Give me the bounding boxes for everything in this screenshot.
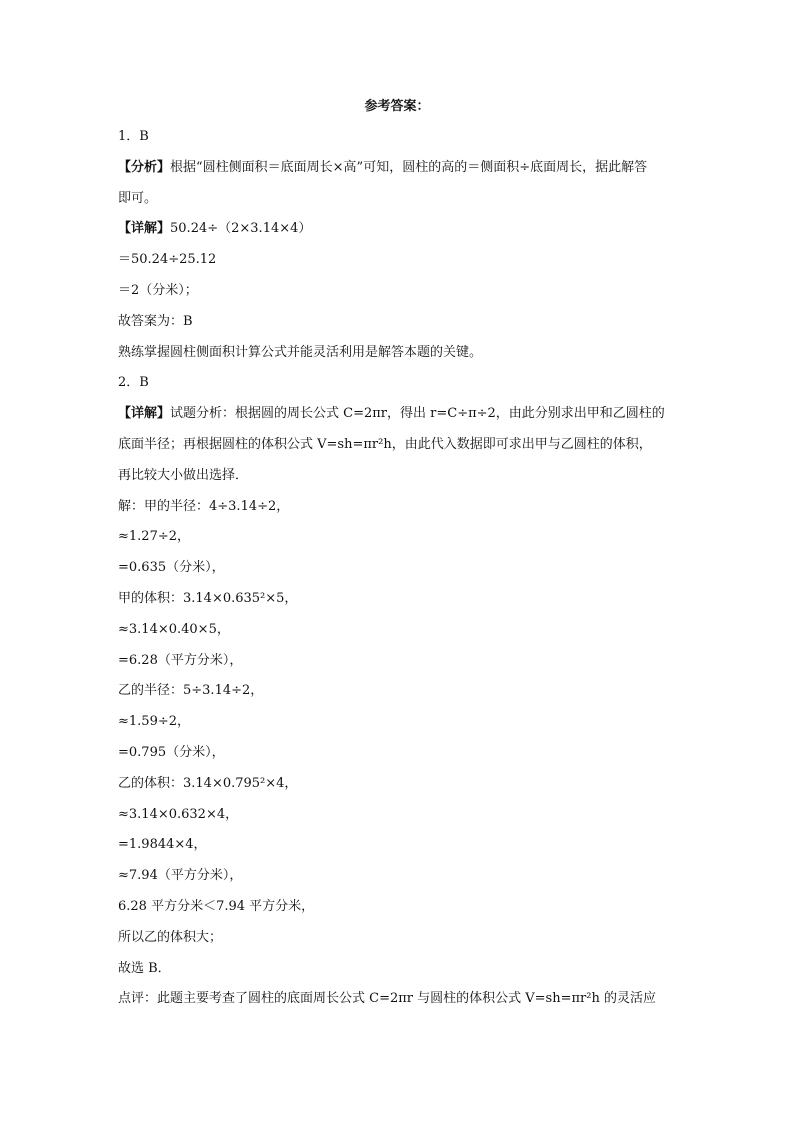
line-text: 再比较大小做出选择． bbox=[118, 467, 249, 483]
answer-line bbox=[118, 214, 688, 245]
answer-heading: 参考答案： bbox=[364, 99, 430, 114]
answer-line bbox=[118, 184, 688, 215]
answer-body bbox=[118, 122, 688, 1015]
line-text: 解：甲的半径：4÷3.14÷2， bbox=[118, 498, 290, 514]
answer-line bbox=[118, 738, 688, 769]
line-text: 即可。 bbox=[118, 190, 158, 206]
line-text: ≈1.27÷2， bbox=[118, 529, 191, 545]
line-text: 故答案为：B bbox=[118, 313, 193, 329]
line-text: 2．B bbox=[118, 375, 149, 391]
answer-line bbox=[118, 676, 688, 707]
line-text: =0.795（分米）， bbox=[118, 744, 225, 760]
line-text: 乙的体积：3.14×0.795²×4， bbox=[118, 775, 298, 791]
line-text: ≈1.59÷2， bbox=[118, 714, 191, 730]
answer-line bbox=[118, 430, 688, 461]
section-tag: 【详解】 bbox=[118, 221, 171, 237]
section-tag: 【分析】 bbox=[118, 159, 171, 175]
answer-line bbox=[118, 646, 688, 677]
answer-line bbox=[118, 307, 688, 338]
answer-line bbox=[118, 923, 688, 954]
answer-line bbox=[118, 800, 688, 831]
section-tag: 【详解】 bbox=[118, 406, 171, 422]
answer-line bbox=[118, 553, 688, 584]
line-text: ＝2（分米）； bbox=[118, 282, 198, 298]
line-text: 乙的半径：5÷3.14÷2， bbox=[118, 683, 264, 699]
answer-line bbox=[118, 861, 688, 892]
answer-line bbox=[118, 615, 688, 646]
answer-line bbox=[118, 769, 688, 800]
line-text: =1.9844×4， bbox=[118, 837, 207, 853]
line-text: ≈3.14×0.632×4， bbox=[118, 806, 239, 822]
line-text: 6.28 平方分米＜7.94 平方分米， bbox=[118, 898, 315, 914]
answer-line bbox=[118, 338, 688, 369]
line-text: 50.24÷（2×3.14×4） bbox=[170, 221, 312, 237]
line-text: 根据“圆柱侧面积＝底面周长×高”可知，圆柱的高的＝侧面积÷底面周长，据此解答 bbox=[170, 159, 648, 175]
answer-line bbox=[118, 153, 688, 184]
line-text: ≈3.14×0.40×5， bbox=[118, 621, 230, 637]
answer-line bbox=[118, 492, 688, 523]
answer-line bbox=[118, 461, 688, 492]
answer-line bbox=[118, 399, 688, 430]
answer-line bbox=[118, 984, 688, 1015]
answer-line bbox=[118, 522, 688, 553]
answer-line bbox=[118, 245, 688, 276]
line-text: =0.635（分米）， bbox=[118, 560, 225, 576]
line-text: 点评：此题主要考查了圆柱的底面周长公式 C=2πr 与圆柱的体积公式 V=sh=πr²h 的灵活应 bbox=[118, 991, 656, 1007]
answer-line bbox=[118, 584, 688, 615]
line-text: 底面半径；再根据圆柱的体积公式 V=sh=πr²h，由此代入数据即可求出甲与乙圆柱的体积， bbox=[118, 436, 652, 452]
answer-line bbox=[118, 122, 688, 153]
line-text: 1．B bbox=[118, 129, 149, 144]
line-text: ＝50.24÷25.12 bbox=[118, 252, 217, 268]
line-text: 熟练掌握圆柱侧面积计算公式并能灵活利用是解答本题的关键。 bbox=[118, 344, 483, 360]
line-text: 所以乙的体积大； bbox=[118, 929, 223, 945]
line-text: =6.28（平方分米）， bbox=[118, 652, 243, 668]
line-text: 试题分析：根据圆的周长公式 C=2πr，得出 r=C÷π÷2，由此分别求出甲和乙圆柱的 bbox=[170, 406, 665, 422]
answer-line bbox=[118, 276, 688, 307]
line-text: 甲的体积：3.14×0.635²×5， bbox=[118, 590, 298, 606]
answer-line bbox=[118, 954, 688, 985]
answer-line bbox=[118, 892, 688, 923]
line-text: 故选 B． bbox=[118, 960, 171, 976]
line-text: ≈7.94（平方分米）， bbox=[118, 868, 243, 884]
answer-line bbox=[118, 707, 688, 738]
answer-line bbox=[118, 368, 688, 399]
answer-line bbox=[118, 830, 688, 861]
